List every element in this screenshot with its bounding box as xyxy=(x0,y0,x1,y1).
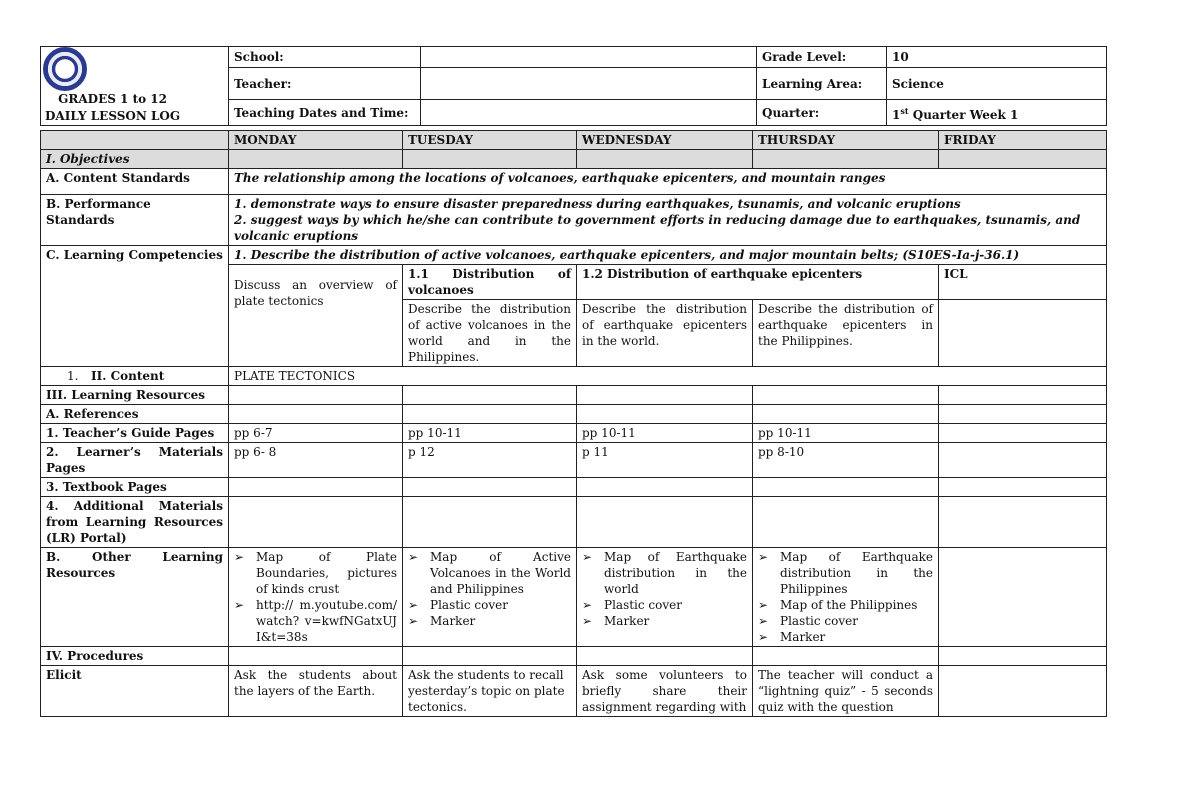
lm-monday: pp 6- 8 xyxy=(229,443,403,478)
competencies-text: 1. Describe the distribution of active volcanoes, earthquake epicenters, and major mountain belts; (S10ES-Ia-j-36.1) xyxy=(229,246,1107,265)
objectives-label: I. Objectives xyxy=(41,150,229,169)
lm-tuesday: p 12 xyxy=(403,443,577,478)
elicit-friday xyxy=(939,666,1107,717)
wed-thu-competency-title: 1.2 Distribution of earthquake epicenters xyxy=(577,265,939,300)
lesson-log-table xyxy=(40,130,1107,717)
dates-value xyxy=(421,100,757,126)
teachers-guide-row xyxy=(41,424,1107,443)
wednesday-competency: Describe the distribution of earthquake epicenters in the world. xyxy=(577,300,753,367)
monday-competency: Discuss an overview of plate tectonics xyxy=(229,265,403,367)
competencies-label: C. Learning Competencies xyxy=(41,246,229,367)
lm-friday xyxy=(939,443,1107,478)
list-item: ➢ Map of the Philippines xyxy=(758,597,933,613)
performance-row xyxy=(41,195,1107,246)
tg-tuesday: pp 10-11 xyxy=(403,424,577,443)
list-item: ➢ http:// m.youtube.com/ watch? v=kwfNGatxUJI&t=38s xyxy=(234,597,397,645)
tuesday-competency: Describe the distribution of active volcanoes in the world and in the Philippines. xyxy=(403,300,577,367)
other-tuesday xyxy=(403,548,577,647)
list-item: ➢ Map of Earthquake distribution in the world xyxy=(582,549,747,597)
references-label: A. References xyxy=(41,405,229,424)
list-item: ➢ Marker xyxy=(582,613,747,629)
list-item: ➢ Plastic cover xyxy=(758,613,933,629)
content-standards-label: A. Content Standards xyxy=(41,169,229,195)
content-label: 1. II. Content xyxy=(41,367,229,386)
list-item: ➢ Map of Plate Boundaries, pictures of kinds crust xyxy=(234,549,397,597)
friday-competency: ICL xyxy=(939,265,1107,300)
thursday-competency: Describe the distribution of earthquake epicenters in the Philippines. xyxy=(753,300,939,367)
lm-thursday: pp 8-10 xyxy=(753,443,939,478)
day-friday: FRIDAY xyxy=(939,131,1107,150)
tg-wednesday: pp 10-11 xyxy=(577,424,753,443)
performance-label: B. Performance Standards xyxy=(41,195,229,246)
day-header-row xyxy=(41,131,1107,150)
list-item: ➢ Map of Earthquake distribution in the Philippines xyxy=(758,549,933,597)
list-item: ➢ Plastic cover xyxy=(582,597,747,613)
elicit-thursday: The teacher will conduct a “lightning quiz” - 5 seconds quiz with the question xyxy=(753,666,939,717)
tg-thursday: pp 10-11 xyxy=(753,424,939,443)
quarter-label: Quarter: xyxy=(757,100,887,126)
teacher-label: Teacher: xyxy=(229,68,421,100)
school-label: School: xyxy=(229,47,421,68)
elicit-tuesday: Ask the students to recall yesterday’s topic on plate tectonics. xyxy=(403,666,577,717)
learning-area-label: Learning Area: xyxy=(757,68,887,100)
day-monday: MONDAY xyxy=(229,131,403,150)
performance-text: 1. demonstrate ways to ensure disaster preparedness during earthquakes, tsunamis, and volcanic eruptions 2. suggest ways by which he/she can contribute to government efforts in reducing damage due to earthquakes, tsunamis, and volcanic eruptions xyxy=(229,195,1107,246)
textbook-row xyxy=(41,478,1107,497)
objectives-row xyxy=(41,150,1107,169)
content-row xyxy=(41,367,1107,386)
procedures-label: IV. Procedures xyxy=(41,647,229,666)
other-thursday xyxy=(753,548,939,647)
tg-friday xyxy=(939,424,1107,443)
grades-label: GRADES 1 to 12 xyxy=(58,92,168,106)
elicit-monday: Ask the students about the layers of the Earth. xyxy=(229,666,403,717)
day-thursday: THURSDAY xyxy=(753,131,939,150)
textbook-label: 3. Textbook Pages xyxy=(41,478,229,497)
other-resources-label: B. Other Learning Resources xyxy=(41,548,229,647)
dll-title xyxy=(45,91,180,125)
learners-materials-label: 2. Learner’s Materials Pages xyxy=(41,443,229,478)
references-row xyxy=(41,405,1107,424)
learners-materials-row xyxy=(41,443,1107,478)
competencies-row xyxy=(41,246,1107,265)
teachers-guide-label: 1. Teacher’s Guide Pages xyxy=(41,424,229,443)
tg-monday: pp 6-7 xyxy=(229,424,403,443)
log-title: DAILY LESSON LOG xyxy=(45,109,181,123)
grade-level-label: Grade Level: xyxy=(757,47,887,68)
day-wednesday: WEDNESDAY xyxy=(577,131,753,150)
list-item: ➢ Plastic cover xyxy=(408,597,571,613)
logo-cell xyxy=(41,47,229,126)
list-item: ➢ Marker xyxy=(408,613,571,629)
resources-label: III. Learning Resources xyxy=(41,386,229,405)
content-standards-text: The relationship among the locations of volcanoes, earthquake epicenters, and mountain ranges xyxy=(229,169,1107,195)
resources-row xyxy=(41,386,1107,405)
list-item: ➢ Marker xyxy=(758,629,933,645)
content-standards-row xyxy=(41,169,1107,195)
learning-area-value: Science xyxy=(887,68,1107,100)
elicit-row xyxy=(41,666,1107,717)
teacher-value xyxy=(421,68,757,100)
dates-label: Teaching Dates and Time: xyxy=(229,100,421,126)
other-monday xyxy=(229,548,403,647)
deped-seal-icon xyxy=(43,47,87,91)
additional-materials-row xyxy=(41,497,1107,548)
procedures-row xyxy=(41,647,1107,666)
elicit-label: Elicit xyxy=(41,666,229,717)
other-resources-row xyxy=(41,548,1107,647)
content-value: PLATE TECTONICS xyxy=(229,367,1107,386)
quarter-value: 1st Quarter Week 1 xyxy=(887,100,1107,126)
header-table xyxy=(40,46,1107,126)
other-wednesday xyxy=(577,548,753,647)
school-value xyxy=(421,47,757,68)
lm-wednesday: p 11 xyxy=(577,443,753,478)
tuesday-competency-title: 1.1 Distribution of volcanoes xyxy=(403,265,577,300)
additional-materials-label: 4. Additional Materials from Learning Resources (LR) Portal) xyxy=(41,497,229,548)
elicit-wednesday: Ask some volunteers to briefly share their assignment regarding with xyxy=(577,666,753,717)
list-item: ➢ Map of Active Volcanoes in the World and Philippines xyxy=(408,549,571,597)
grade-level-value: 10 xyxy=(887,47,1107,68)
day-tuesday: TUESDAY xyxy=(403,131,577,150)
